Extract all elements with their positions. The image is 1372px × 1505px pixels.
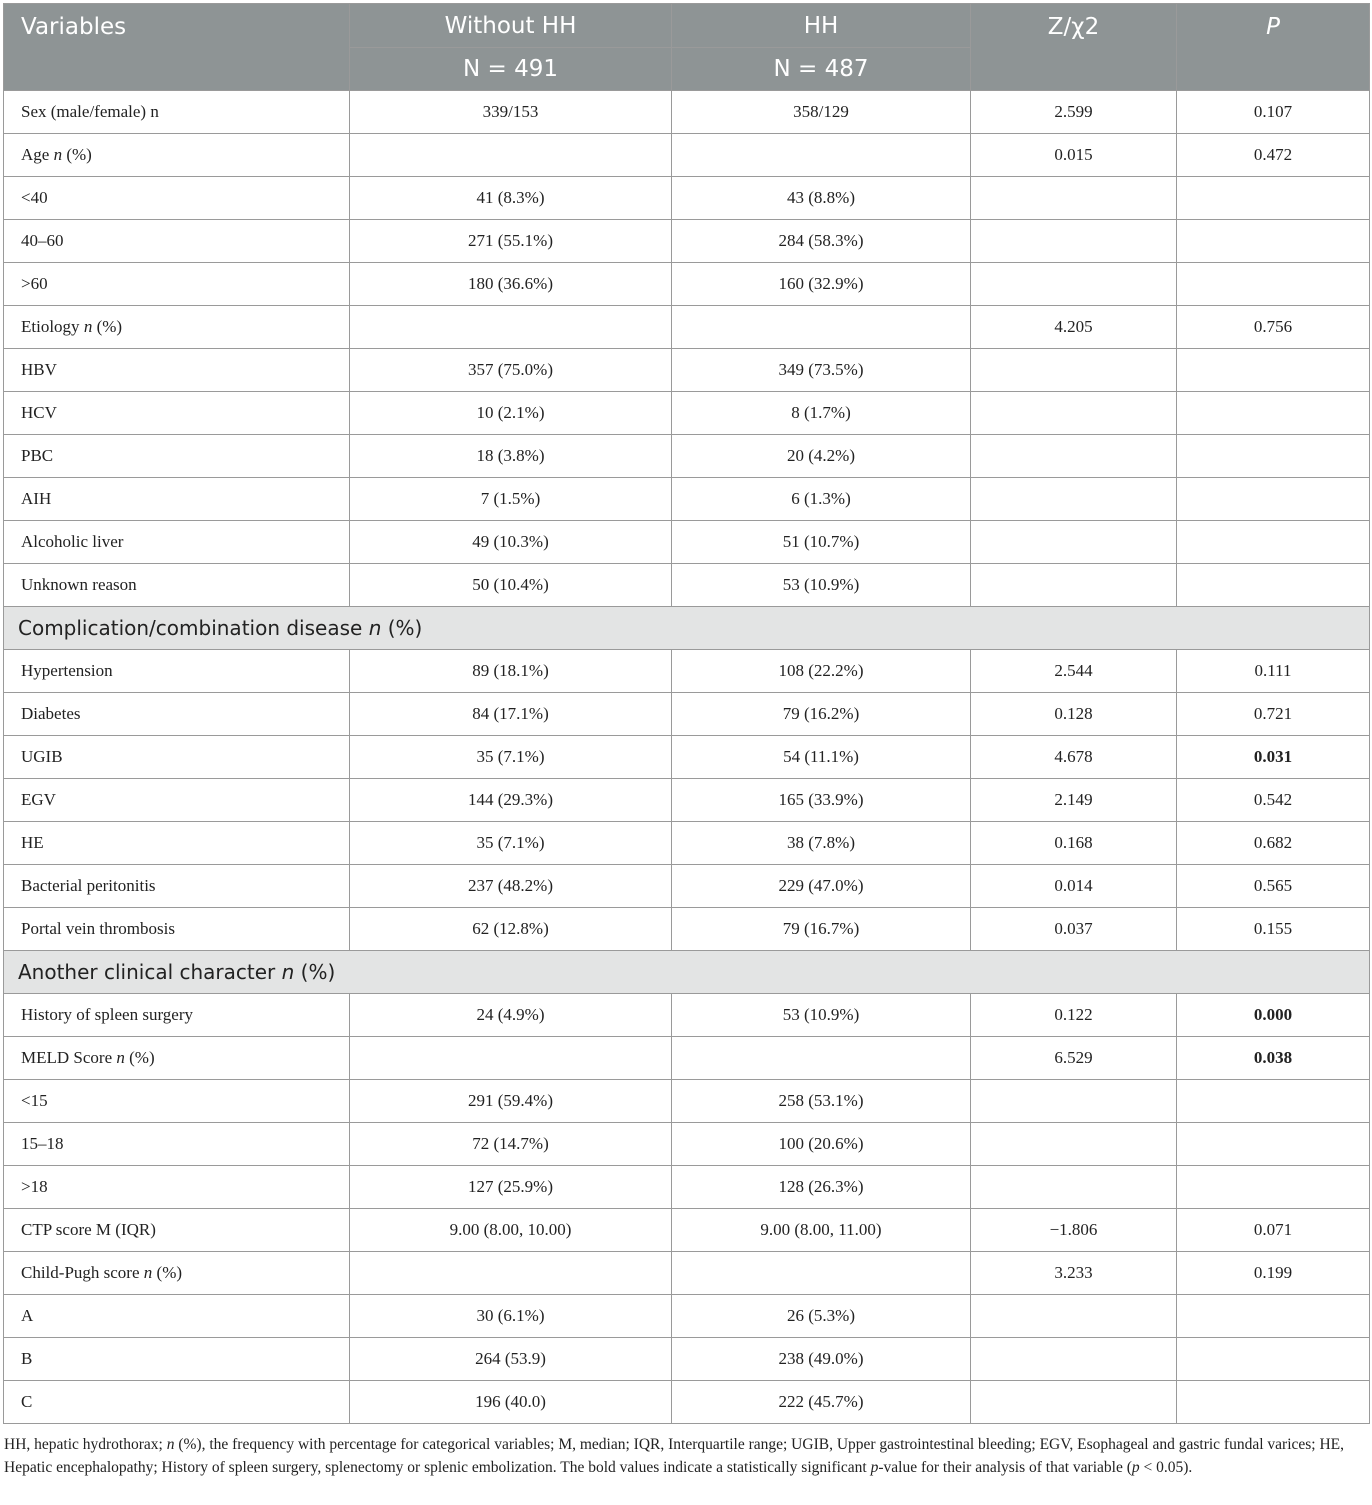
cell-hh: 100 (20.6%) — [672, 1123, 971, 1166]
section-row — [4, 607, 1370, 650]
table-body — [4, 91, 1370, 1424]
cell-without-hh: 35 (7.1%) — [350, 822, 672, 865]
cell-stat: 0.168 — [971, 822, 1177, 865]
cell-p: 0.472 — [1177, 134, 1370, 177]
row-label-text: 40–60 — [21, 231, 64, 250]
row-label — [4, 306, 350, 349]
cell-hh: 53 (10.9%) — [672, 564, 971, 607]
row-label-text: <15 — [21, 1091, 48, 1110]
row-label-text: Sex (male/female) n — [21, 102, 159, 121]
cell-without-hh: 339/153 — [350, 91, 672, 134]
table-row — [4, 908, 1370, 951]
cell-stat: 0.015 — [971, 134, 1177, 177]
row-label — [4, 220, 350, 263]
row-label — [4, 478, 350, 521]
cell-without-hh: 24 (4.9%) — [350, 994, 672, 1037]
cell-stat — [971, 1166, 1177, 1209]
cell-hh: 258 (53.1%) — [672, 1080, 971, 1123]
cell-without-hh: 84 (17.1%) — [350, 693, 672, 736]
italic-n: n — [116, 1048, 125, 1067]
row-label-text: HCV — [21, 403, 57, 422]
table-row — [4, 134, 1370, 177]
row-label — [4, 91, 350, 134]
cell-p: 0.071 — [1177, 1209, 1370, 1252]
footnote-text: HH, hepatic hydrothorax; — [4, 1436, 167, 1453]
header-without-hh: Without HH — [350, 4, 672, 48]
footnote-text: (%), the frequency with percentage for categorical variables; M, median; IQR, Interquartile range; UGIB, Upper gastrointestinal bleeding; EGV, Esophageal and gastric fundal varices; HE, Hepatic encephalopathy; History of spleen surgery, splenectomy or splenic embolization. The bold values indicate a statistically significant — [4, 1436, 1345, 1476]
table-row — [4, 779, 1370, 822]
row-label-text: 15–18 — [21, 1134, 64, 1153]
header-hh: HH — [672, 4, 971, 48]
footnote-text: < 0.05). — [1139, 1459, 1193, 1476]
cell-without-hh: 49 (10.3%) — [350, 521, 672, 564]
table-row — [4, 736, 1370, 779]
row-label — [4, 1381, 350, 1424]
cell-hh: 9.00 (8.00, 11.00) — [672, 1209, 971, 1252]
table-row — [4, 564, 1370, 607]
italic-n: n — [53, 145, 63, 164]
table-row — [4, 1381, 1370, 1424]
table-row — [4, 521, 1370, 564]
table-row — [4, 220, 1370, 263]
cell-p — [1177, 177, 1370, 220]
cell-p — [1177, 1080, 1370, 1123]
cell-without-hh: 41 (8.3%) — [350, 177, 672, 220]
row-label-text: Diabetes — [21, 704, 81, 723]
row-label — [4, 994, 350, 1037]
footnote-italic-n: n — [166, 1436, 175, 1453]
italic-n: n — [83, 317, 93, 336]
cell-hh — [672, 1252, 971, 1295]
cell-hh: 54 (11.1%) — [672, 736, 971, 779]
row-label — [4, 1037, 350, 1080]
cell-without-hh: 35 (7.1%) — [350, 736, 672, 779]
percent-suffix: (%) — [294, 960, 336, 984]
row-label-text: Child-Pugh score — [21, 1263, 140, 1282]
cell-stat — [971, 392, 1177, 435]
row-label — [4, 1209, 350, 1252]
cell-stat: 6.529 — [971, 1037, 1177, 1080]
percent-suffix: (%) — [152, 1263, 183, 1282]
cell-p — [1177, 1381, 1370, 1424]
cell-stat — [971, 1381, 1177, 1424]
cell-without-hh: 89 (18.1%) — [350, 650, 672, 693]
row-label — [4, 134, 350, 177]
cell-stat: 0.037 — [971, 908, 1177, 951]
row-label-text: Etiology — [21, 317, 80, 336]
row-label-text: B — [21, 1349, 33, 1368]
row-label-text: HE — [21, 833, 44, 852]
cell-hh — [672, 134, 971, 177]
cell-without-hh — [350, 134, 672, 177]
cell-without-hh: 30 (6.1%) — [350, 1295, 672, 1338]
cell-p: 0.721 — [1177, 693, 1370, 736]
cell-p: 0.199 — [1177, 1252, 1370, 1295]
percent-suffix: (%) — [381, 616, 423, 640]
row-label-text: Bacterial peritonitis — [21, 876, 156, 895]
percent-suffix: (%) — [92, 317, 123, 336]
row-label-text: HBV — [21, 360, 57, 379]
table-row — [4, 650, 1370, 693]
table-row — [4, 177, 1370, 220]
row-label — [4, 564, 350, 607]
cell-p: 0.107 — [1177, 91, 1370, 134]
cell-stat: 0.128 — [971, 693, 1177, 736]
cell-hh: 222 (45.7%) — [672, 1381, 971, 1424]
row-label-text: Portal vein thrombosis — [21, 919, 175, 938]
cell-p — [1177, 521, 1370, 564]
cell-hh: 108 (22.2%) — [672, 650, 971, 693]
row-label — [4, 736, 350, 779]
row-label — [4, 865, 350, 908]
cell-p — [1177, 435, 1370, 478]
row-label — [4, 1080, 350, 1123]
cell-hh: 51 (10.7%) — [672, 521, 971, 564]
row-label — [4, 1295, 350, 1338]
cell-without-hh: 237 (48.2%) — [350, 865, 672, 908]
row-label-text: CTP score M (IQR) — [21, 1220, 156, 1239]
cell-hh — [672, 306, 971, 349]
cell-p — [1177, 1166, 1370, 1209]
cell-p — [1177, 263, 1370, 306]
cell-without-hh: 196 (40.0) — [350, 1381, 672, 1424]
row-label — [4, 392, 350, 435]
cell-p — [1177, 1123, 1370, 1166]
cell-without-hh: 127 (25.9%) — [350, 1166, 672, 1209]
row-label — [4, 521, 350, 564]
footnote-text: -value for their analysis of that variable ( — [878, 1459, 1132, 1476]
row-label-text: <40 — [21, 188, 48, 207]
cell-stat — [971, 1080, 1177, 1123]
cell-hh: 79 (16.7%) — [672, 908, 971, 951]
row-label-text: AIH — [21, 489, 52, 508]
cell-without-hh: 10 (2.1%) — [350, 392, 672, 435]
table-row — [4, 865, 1370, 908]
cell-stat: −1.806 — [971, 1209, 1177, 1252]
table-row — [4, 1080, 1370, 1123]
cell-p: 0.756 — [1177, 306, 1370, 349]
cell-without-hh: 357 (75.0%) — [350, 349, 672, 392]
cell-stat: 4.678 — [971, 736, 1177, 779]
row-label-text: Hypertension — [21, 661, 113, 680]
cell-hh: 358/129 — [672, 91, 971, 134]
row-label-text: Age — [21, 145, 50, 164]
cell-hh: 43 (8.8%) — [672, 177, 971, 220]
cell-p: 0.542 — [1177, 779, 1370, 822]
header-variables: Variables — [4, 4, 350, 91]
section-row — [4, 951, 1370, 994]
table-row — [4, 1209, 1370, 1252]
cell-stat — [971, 1295, 1177, 1338]
cell-stat: 2.599 — [971, 91, 1177, 134]
row-label-text: History of spleen surgery — [21, 1005, 194, 1024]
percent-suffix: (%) — [62, 145, 92, 164]
cell-without-hh — [350, 306, 672, 349]
cell-stat — [971, 177, 1177, 220]
cell-hh — [672, 1037, 971, 1080]
section-label-text: Complication/combination disease — [18, 616, 363, 640]
footnote — [4, 1433, 1368, 1479]
cell-stat — [971, 478, 1177, 521]
cell-p: 0.682 — [1177, 822, 1370, 865]
table-row — [4, 1123, 1370, 1166]
cell-stat — [971, 1338, 1177, 1381]
italic-n: n — [281, 960, 295, 984]
cell-p: 0.031 — [1177, 736, 1370, 779]
cell-without-hh: 264 (53.9) — [350, 1338, 672, 1381]
cell-stat: 2.149 — [971, 779, 1177, 822]
header-hh-n: N = 487 — [672, 48, 971, 91]
cell-hh: 160 (32.9%) — [672, 263, 971, 306]
header-without-hh-n: N = 491 — [350, 48, 672, 91]
table-row — [4, 349, 1370, 392]
cell-without-hh — [350, 1037, 672, 1080]
table-row — [4, 306, 1370, 349]
row-label-text: >60 — [21, 274, 48, 293]
cell-without-hh: 50 (10.4%) — [350, 564, 672, 607]
row-label-text: EGV — [21, 790, 56, 809]
row-label — [4, 1166, 350, 1209]
cell-hh: 128 (26.3%) — [672, 1166, 971, 1209]
cell-stat — [971, 349, 1177, 392]
header-p: P — [1177, 4, 1370, 91]
cell-p: 0.155 — [1177, 908, 1370, 951]
data-table — [3, 3, 1370, 1424]
cell-without-hh: 180 (36.6%) — [350, 263, 672, 306]
cell-hh: 8 (1.7%) — [672, 392, 971, 435]
footnote-italic-p: p — [1131, 1459, 1140, 1476]
row-label-text: Unknown reason — [21, 575, 137, 594]
italic-n: n — [368, 616, 382, 640]
table-row — [4, 994, 1370, 1037]
cell-hh: 38 (7.8%) — [672, 822, 971, 865]
table-row — [4, 822, 1370, 865]
cell-stat — [971, 564, 1177, 607]
table-row — [4, 1037, 1370, 1080]
row-label-text: >18 — [21, 1177, 48, 1196]
cell-p: 0.565 — [1177, 865, 1370, 908]
cell-p — [1177, 1295, 1370, 1338]
row-label — [4, 349, 350, 392]
cell-p — [1177, 220, 1370, 263]
percent-suffix: (%) — [124, 1048, 155, 1067]
table-row — [4, 392, 1370, 435]
cell-without-hh: 291 (59.4%) — [350, 1080, 672, 1123]
row-label — [4, 822, 350, 865]
row-label — [4, 693, 350, 736]
cell-without-hh: 9.00 (8.00, 10.00) — [350, 1209, 672, 1252]
cell-stat — [971, 521, 1177, 564]
section-label — [4, 607, 1370, 650]
row-label — [4, 1123, 350, 1166]
cell-hh: 165 (33.9%) — [672, 779, 971, 822]
cell-p: 0.000 — [1177, 994, 1370, 1037]
cell-stat — [971, 263, 1177, 306]
cell-hh: 53 (10.9%) — [672, 994, 971, 1037]
cell-without-hh: 72 (14.7%) — [350, 1123, 672, 1166]
cell-stat: 0.122 — [971, 994, 1177, 1037]
table-row — [4, 1252, 1370, 1295]
row-label — [4, 1252, 350, 1295]
table-row — [4, 1295, 1370, 1338]
cell-p: 0.038 — [1177, 1037, 1370, 1080]
cell-stat: 3.233 — [971, 1252, 1177, 1295]
cell-hh: 79 (16.2%) — [672, 693, 971, 736]
cell-stat: 2.544 — [971, 650, 1177, 693]
table-row — [4, 1166, 1370, 1209]
cell-stat — [971, 1123, 1177, 1166]
header-stat: Z/χ2 — [971, 4, 1177, 91]
section-label-text: Another clinical character — [18, 960, 276, 984]
cell-without-hh: 62 (12.8%) — [350, 908, 672, 951]
cell-without-hh — [350, 1252, 672, 1295]
cell-p — [1177, 564, 1370, 607]
cell-p — [1177, 392, 1370, 435]
section-label — [4, 951, 1370, 994]
row-label-text: A — [21, 1306, 34, 1325]
row-label — [4, 650, 350, 693]
row-label-text: MELD Score — [21, 1048, 113, 1067]
cell-without-hh: 271 (55.1%) — [350, 220, 672, 263]
cell-stat: 0.014 — [971, 865, 1177, 908]
cell-hh: 6 (1.3%) — [672, 478, 971, 521]
cell-hh: 229 (47.0%) — [672, 865, 971, 908]
cell-stat: 4.205 — [971, 306, 1177, 349]
cell-stat — [971, 435, 1177, 478]
row-label — [4, 908, 350, 951]
row-label-text: PBC — [21, 446, 54, 465]
row-label — [4, 177, 350, 220]
cell-hh: 238 (49.0%) — [672, 1338, 971, 1381]
row-label — [4, 1338, 350, 1381]
row-label — [4, 263, 350, 306]
cell-p — [1177, 478, 1370, 521]
cell-hh: 349 (73.5%) — [672, 349, 971, 392]
cell-p: 0.111 — [1177, 650, 1370, 693]
table-row — [4, 91, 1370, 134]
row-label — [4, 435, 350, 478]
table-row — [4, 693, 1370, 736]
row-label-text: Alcoholic liver — [21, 532, 124, 551]
cell-without-hh: 7 (1.5%) — [350, 478, 672, 521]
cell-hh: 26 (5.3%) — [672, 1295, 971, 1338]
cell-hh: 284 (58.3%) — [672, 220, 971, 263]
table-row — [4, 263, 1370, 306]
italic-n: n — [143, 1263, 153, 1282]
cell-without-hh: 144 (29.3%) — [350, 779, 672, 822]
cell-stat — [971, 220, 1177, 263]
cell-hh: 20 (4.2%) — [672, 435, 971, 478]
row-label-text: UGIB — [21, 747, 63, 766]
table-row — [4, 478, 1370, 521]
cell-p — [1177, 1338, 1370, 1381]
cell-without-hh: 18 (3.8%) — [350, 435, 672, 478]
row-label-text: C — [21, 1392, 33, 1411]
cell-p — [1177, 349, 1370, 392]
footnote-italic-p: p — [870, 1459, 879, 1476]
table-row — [4, 435, 1370, 478]
table-row — [4, 1338, 1370, 1381]
row-label — [4, 779, 350, 822]
